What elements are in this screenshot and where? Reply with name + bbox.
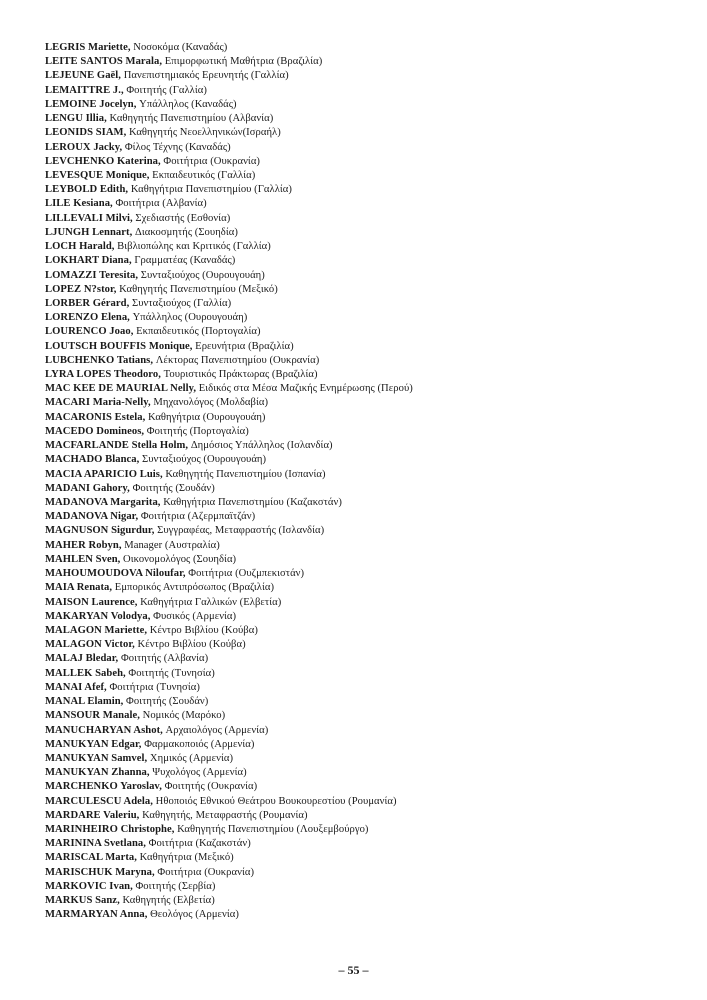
entry-name: MACARONIS Estela, <box>45 411 146 423</box>
list-item <box>45 197 687 211</box>
list-item <box>45 567 687 581</box>
entry-name: LEGRIS Mariette, <box>45 42 131 53</box>
list-item <box>45 709 687 723</box>
entry-name: LOCH Harald, <box>45 241 115 253</box>
entry-name: MALAGON Mariette, <box>45 624 148 636</box>
entry-description: Φοιτητής (Σερβία) <box>132 880 216 892</box>
entry-name: LEMOINE Jocelyn, <box>45 98 137 110</box>
entry-description: Γραμματέας (Καναδάς) <box>131 255 236 267</box>
entry-description: Ειδικός στα Μέσα Μαζικής Ενημέρωσης (Περού) <box>196 383 413 395</box>
list-item <box>45 468 687 482</box>
entry-description: Φοιτήτρια (Τυνησία) <box>106 681 200 693</box>
entry-description: Φοιτήτρια (Ουζμπεκιστάν) <box>185 568 305 580</box>
list-item <box>45 510 687 524</box>
entry-description: Εκπαιδευτικός (Πορτογαλία) <box>133 326 261 338</box>
entry-name: MANUKYAN Zhanna, <box>45 767 150 779</box>
entry-description: Εμπορικός Αντιπρόσωπος (Βραζιλία) <box>112 582 275 594</box>
entry-description: Αρχαιολόγος (Αρμενία) <box>162 724 269 736</box>
entry-description: Συνταξιούχος (Ουρουγουάη) <box>138 269 265 281</box>
list-item <box>45 809 687 823</box>
entry-description: Οικονομολόγος (Σουηδία) <box>120 553 237 565</box>
page-number: – 55 – <box>338 963 369 977</box>
entry-description: Νοσοκόμα (Καναδάς) <box>130 42 228 53</box>
entry-name: LORENZO Elena, <box>45 312 130 324</box>
entry-name: MARINHEIRO Christophe, <box>45 824 175 836</box>
entry-description: Υπάλληλος (Ουρουγουάη) <box>129 312 248 324</box>
entry-name: MARDARE Valeriu, <box>45 809 140 821</box>
entry-description: Καθηγητής, Μεταφραστής (Ρουμανία) <box>139 809 308 821</box>
entry-description: Τουριστικός Πράκτωρας (Βραζιλία) <box>160 369 318 381</box>
entry-name: MARCHENKO Yaroslav, <box>45 781 162 793</box>
entry-name: MAKARYAN Volodya, <box>45 610 151 622</box>
list-item <box>45 69 687 83</box>
list-item <box>45 269 687 283</box>
entry-name: MAHOUMOUDOVA Niloufar, <box>45 568 186 580</box>
entry-name: MARISCHUK Maryna, <box>45 866 155 878</box>
entry-description: Ερευνήτρια (Βραζιλία) <box>192 340 294 352</box>
entry-description: Ψυχολόγος (Αρμενία) <box>149 767 247 779</box>
list-item <box>45 553 687 567</box>
entry-description: Κέντρο Βιβλίου (Κούβα) <box>147 624 258 636</box>
list-item <box>45 155 687 169</box>
entry-name: LOUTSCH BOUFFIS Monique, <box>45 340 193 352</box>
list-item <box>45 610 687 624</box>
list-item <box>45 212 687 226</box>
entry-description: Φοιτήτρια (Ουκρανία) <box>154 866 255 878</box>
entry-description: Επιμορφωτική Μαθήτρια (Βραζιλία) <box>162 56 323 68</box>
list-item <box>45 325 687 339</box>
list-item <box>45 340 687 354</box>
entry-description: Καθηγήτρια (Ουρουγουάη) <box>145 411 266 423</box>
entry-name: MAC KEE DE MAURIAL Nelly, <box>45 383 197 395</box>
entry-description: Λέκτορας Πανεπιστημίου (Ουκρανία) <box>153 354 320 366</box>
list-item <box>45 638 687 652</box>
entry-description: Φαρμακοποιός (Αρμενία) <box>141 738 255 750</box>
list-item <box>45 112 687 126</box>
entry-name: LOPEZ N?stor, <box>45 283 117 295</box>
entry-name: LILLEVALI Milvi, <box>45 212 133 224</box>
entry-name: LEJEUNE Gaël, <box>45 70 121 82</box>
entry-description: Καθηγήτρια (Μεξικό) <box>136 852 234 864</box>
entry-name: LOMAZZI Teresita, <box>45 269 139 281</box>
list-item <box>45 453 687 467</box>
list-item <box>45 738 687 752</box>
entry-name: MAHER Robyn, <box>45 539 122 551</box>
entry-description: Καθηγητής Πανεπιστημίου (Ισπανία) <box>162 468 326 480</box>
entry-name: MARININA Svetlana, <box>45 838 146 850</box>
entry-description: Σχεδιαστής (Εσθονία) <box>132 212 231 224</box>
list-item <box>45 297 687 311</box>
list-item <box>45 283 687 297</box>
entry-description: Διακοσμητής (Σουηδία) <box>132 226 238 238</box>
entry-description: Υπάλληλος (Καναδάς) <box>136 98 237 110</box>
list-item <box>45 795 687 809</box>
entry-description: Φοιτήτρια (Αλβανία) <box>112 198 207 210</box>
list-item <box>45 41 687 55</box>
entry-name: MACIA APARICIO Luis, <box>45 468 163 480</box>
list-item <box>45 254 687 268</box>
entry-name: MALLEK Sabeh, <box>45 667 126 679</box>
list-item <box>45 766 687 780</box>
list-item <box>45 624 687 638</box>
list-item <box>45 425 687 439</box>
entry-description: Εκπαιδευτικός (Γαλλία) <box>149 169 256 181</box>
entry-description: Καθηγήτρια Πανεπιστημίου (Γαλλία) <box>128 184 292 196</box>
list-item <box>45 823 687 837</box>
entry-description: Συγγραφέας, Μεταφραστής (Ισλανδία) <box>154 525 325 537</box>
entry-description: Μηχανολόγος (Μολδαβία) <box>150 397 269 409</box>
list-item <box>45 482 687 496</box>
entry-name: MAGNUSON Sigurdur, <box>45 525 155 537</box>
entry-name: MACFARLANDE Stella Holm, <box>45 440 189 452</box>
entry-name: MANUKYAN Edgar, <box>45 738 142 750</box>
list-item <box>45 354 687 368</box>
list-item <box>45 439 687 453</box>
entry-name: MARCULESCU Adela, <box>45 795 153 807</box>
entry-description: Θεολόγος (Αρμενία) <box>147 909 239 921</box>
list-item <box>45 780 687 794</box>
list-item <box>45 596 687 610</box>
entry-description: Κέντρο Βιβλίου (Κούβα) <box>134 639 246 651</box>
list-item <box>45 382 687 396</box>
entry-description: Πανεπιστημιακός Ερευνητής (Γαλλία) <box>121 70 289 82</box>
entry-description: Φοιτητής (Σουδάν) <box>129 482 215 494</box>
entry-description: Βιβλιοπώλης και Κριτικός (Γαλλία) <box>114 241 271 253</box>
list-item <box>45 681 687 695</box>
entry-name: LEONIDS SIAM, <box>45 127 127 139</box>
entry-description: Φοιτήτρια (Ουκρανία) <box>160 155 261 167</box>
entry-description: Φίλος Τέχνης (Καναδάς) <box>122 141 231 153</box>
list-item <box>45 311 687 325</box>
list-item <box>45 908 687 922</box>
list-item <box>45 866 687 880</box>
list-item <box>45 496 687 510</box>
entry-name: MARKUS Sanz, <box>45 895 120 907</box>
list-item <box>45 724 687 738</box>
entry-description: Φοιτητής (Σουδάν) <box>123 696 209 708</box>
name-list <box>45 41 687 923</box>
list-item <box>45 880 687 894</box>
entry-name: MALAJ Bledar, <box>45 653 119 665</box>
entry-description: Χημικός (Αρμενία) <box>147 752 234 764</box>
entry-description: Φοιτητής (Αλβανία) <box>118 653 209 665</box>
list-item <box>45 126 687 140</box>
entry-name: MAIA Renata, <box>45 582 113 594</box>
entry-name: LENGU Illia, <box>45 113 107 125</box>
entry-name: LYRA LOPES Theodoro, <box>45 369 161 381</box>
entry-name: LEITE SANTOS Marala, <box>45 56 163 68</box>
entry-name: LJUNGH Lennart, <box>45 226 133 238</box>
list-item <box>45 667 687 681</box>
entry-name: MACEDO Domineos, <box>45 425 145 437</box>
list-item <box>45 169 687 183</box>
entry-name: LILE Kesiana, <box>45 198 113 210</box>
entry-description: Δημόσιος Υπάλληλος (Ισλανδία) <box>188 440 333 452</box>
entry-name: MADANOVA Margarita, <box>45 497 161 508</box>
entry-description: Καθηγήτρια Πανεπιστημίου (Καζακστάν) <box>160 497 342 508</box>
entry-name: MARMARYAN Anna, <box>45 909 148 921</box>
entry-name: MAHLEN Sven, <box>45 553 121 565</box>
list-item <box>45 695 687 709</box>
entry-description: Φοιτητής (Ουκρανία) <box>161 781 258 793</box>
entry-name: LOKHART Diana, <box>45 255 132 267</box>
list-item <box>45 98 687 112</box>
list-item <box>45 240 687 254</box>
entry-description: Φοιτητής (Τυνησία) <box>125 667 215 679</box>
entry-name: LEVCHENKO Katerina, <box>45 155 161 167</box>
entry-name: MARISCAL Marta, <box>45 852 137 864</box>
entry-description: Φοιτητής (Γαλλία) <box>123 84 207 96</box>
entry-description: Φοιτητής (Πορτογαλία) <box>144 425 249 437</box>
entry-description: Νομικός (Μαρόκο) <box>139 710 226 722</box>
entry-description: Φοιτήτρια (Αζερμπαϊτζάν) <box>138 511 256 523</box>
entry-name: MANSOUR Manale, <box>45 710 140 722</box>
list-item <box>45 837 687 851</box>
entry-description: Φοιτήτρια (Καζακστάν) <box>145 838 251 850</box>
entry-description: Καθηγητής (Ελβετία) <box>119 895 215 907</box>
list-item <box>45 652 687 666</box>
entry-name: LUBCHENKO Tatians, <box>45 354 154 366</box>
list-item <box>45 183 687 197</box>
entry-description: Manager (Αυστραλία) <box>121 539 220 551</box>
entry-name: MANUCHARYAN Ashot, <box>45 724 163 736</box>
entry-name: MANAI Afef, <box>45 681 107 693</box>
entry-name: MADANOVA Nigar, <box>45 511 139 523</box>
entry-name: MANUKYAN Samvel, <box>45 752 148 764</box>
list-item <box>45 581 687 595</box>
list-item <box>45 368 687 382</box>
list-item <box>45 411 687 425</box>
entry-name: LOURENCO Joao, <box>45 326 134 338</box>
entry-description: Συνταξιούχος (Γαλλία) <box>129 297 232 309</box>
list-item <box>45 55 687 69</box>
entry-name: LEVESQUE Monique, <box>45 169 150 181</box>
list-item <box>45 539 687 553</box>
list-item <box>45 396 687 410</box>
entry-description: Καθηγητής Πανεπιστημίου (Μεξικό) <box>116 283 278 295</box>
entry-name: LORBER Gérard, <box>45 297 130 309</box>
entry-description: Φυσικός (Αρμενία) <box>150 610 237 622</box>
entry-name: MALAGON Victor, <box>45 639 135 651</box>
entry-description: Καθηγητής Νεοελληνικών(Ισραήλ) <box>126 127 281 139</box>
entry-name: LEYBOLD Edith, <box>45 184 129 196</box>
list-item <box>45 752 687 766</box>
list-item <box>45 524 687 538</box>
list-item <box>45 894 687 908</box>
list-item <box>45 851 687 865</box>
entry-description: Καθηγητής Πανεπιστημίου (Αλβανία) <box>106 113 274 125</box>
entry-name: MACHADO Blanca, <box>45 454 140 466</box>
entry-name: LEMAITTRE J., <box>45 84 124 96</box>
entry-name: MARKOVIC Ivan, <box>45 880 133 892</box>
list-item <box>45 84 687 98</box>
entry-description: Καθηγήτρια Γαλλικών (Ελβετία) <box>137 596 282 608</box>
entry-description: Ηθοποιός Εθνικού Θεάτρου Βουκουρεστίου (Ρουμανία) <box>152 795 397 807</box>
entry-description: Καθηγητής Πανεπιστημίου (Λουξεμβούργο) <box>174 824 369 836</box>
entry-name: LEROUX Jacky, <box>45 141 123 153</box>
entry-description: Συνταξιούχος (Ουρουγουάη) <box>139 454 267 466</box>
entry-name: MADANI Gahory, <box>45 482 130 494</box>
list-item <box>45 141 687 155</box>
entry-name: MAISON Laurence, <box>45 596 138 608</box>
entry-name: MANAL Elamin, <box>45 696 124 708</box>
entry-name: MACARI Maria-Nelly, <box>45 397 151 409</box>
list-item <box>45 226 687 240</box>
